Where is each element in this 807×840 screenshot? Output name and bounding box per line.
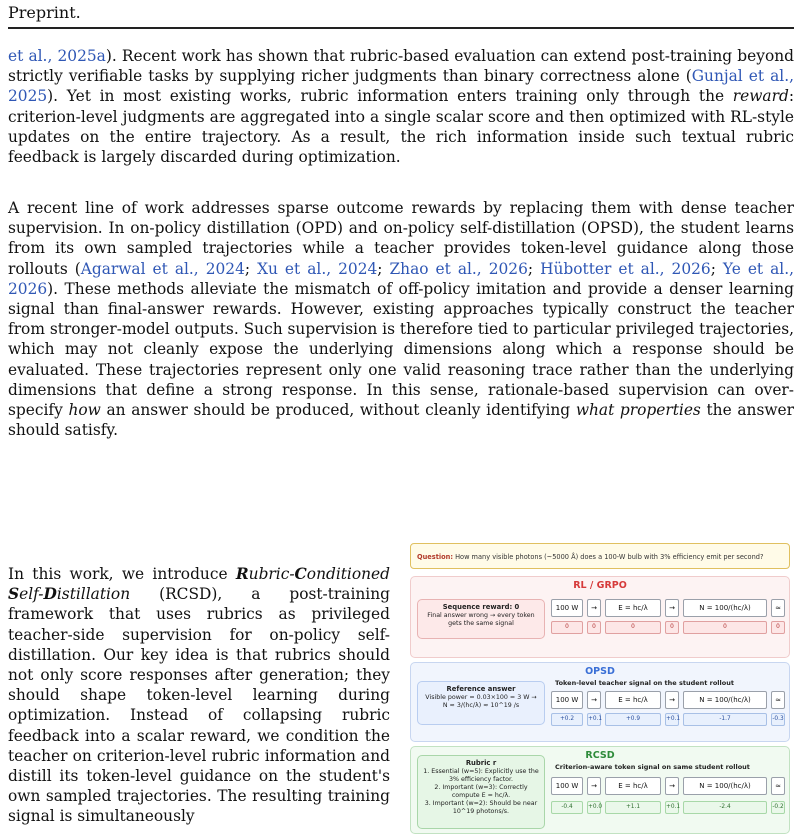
token: ≈	[771, 777, 785, 795]
opsd-panel	[410, 662, 790, 742]
rl-title: RL / GRPO	[573, 580, 627, 591]
citation[interactable]: Hübotter et al., 2026	[540, 259, 711, 278]
token: N = 100/(hc/λ)	[683, 691, 767, 709]
rcsd-rubric-box: Rubric r 1. Essential (w=5): Explicitly use the 3% efficiency factor. 2. Important (w=3): Correctly compute E = hc/λ. 3. Important (w=2): Should be near 10^19 photons/s.	[417, 755, 545, 829]
token: E = hc/λ	[605, 691, 661, 709]
token-score: +0.9	[605, 713, 661, 726]
token-score: +0.1	[665, 801, 679, 814]
rcsd-title: RCSD	[585, 750, 615, 761]
header-rule	[8, 27, 794, 29]
token-score: -1.7	[683, 713, 767, 726]
opsd-title: OPSD	[585, 666, 615, 677]
citation[interactable]: Xu et al., 2024	[257, 259, 378, 278]
token-score: -0.4	[551, 801, 583, 814]
token: N = 100/(hc/λ)	[683, 777, 767, 795]
token: 100 W	[551, 777, 583, 795]
token-score: 0	[665, 621, 679, 634]
question-box: Question: How many visible photons (~5000 Å) does a 100-W bulb with 3% efficiency emit per second?	[410, 543, 790, 569]
token-score: +1.1	[605, 801, 661, 814]
token: →	[665, 777, 679, 795]
token-score: +0.0	[587, 801, 601, 814]
token-score: -0.3	[771, 713, 785, 726]
token: →	[587, 599, 601, 617]
citation[interactable]: Agarwal et al., 2024	[80, 259, 245, 278]
method-figure	[404, 541, 796, 837]
citation[interactable]: Gunjal et al., 2025	[8, 67, 794, 106]
token-score: -0.2	[771, 801, 785, 814]
token-score: 0	[587, 621, 601, 634]
paragraph-1: et al., 2025a). Recent work has shown that rubric-based evaluation can extend post-training beyond strictly verifiable tasks by supplying richer judgments than binary correctness alone (Gunjal et al., 2025). Yet in most existing works, rubric information enters training only through the reward: criterion-level judgments are aggregated into a single scalar score and then optimized with RL-style updates on the entire trajectory. As a result, the rich information inside such textual rubric feedback is largely discarded during optimization.	[8, 47, 794, 167]
token-score: 0	[771, 621, 785, 634]
paragraph-3: In this work, we introduce Rubric-Conditioned Self-Distillation (RCSD), a post-training framework that uses rubrics as privileged teacher-side supervision for on-policy self-distillation. Our key idea is that rubrics should not only score responses after generation; they should shape token-level learning during optimization. Instead of collapsing rubric feedback into a scalar reward, we condition the teacher on criterion-level rubric information and distill its token-level guidance on the student's own sampled trajectories. The resulting training signal is simultaneously	[8, 565, 390, 826]
token: →	[587, 691, 601, 709]
rl-panel	[410, 576, 790, 658]
token: E = hc/λ	[605, 599, 661, 617]
token: →	[665, 599, 679, 617]
token: →	[587, 777, 601, 795]
token: ≈	[771, 691, 785, 709]
opsd-subtitle: Token-level teacher signal on the student rollout	[555, 679, 734, 687]
citation[interactable]: et al., 2025a	[8, 47, 106, 65]
token: →	[665, 691, 679, 709]
token-score: +0.2	[551, 713, 583, 726]
token-score: +0.1	[665, 713, 679, 726]
token-score: -2.4	[683, 801, 767, 814]
token: ≈	[771, 599, 785, 617]
token-score: 0	[551, 621, 583, 634]
token: 100 W	[551, 599, 583, 617]
running-header: Preprint.	[8, 3, 81, 22]
token: N = 100/(hc/λ)	[683, 599, 767, 617]
token-score: 0	[683, 621, 767, 634]
rcsd-panel	[410, 746, 790, 834]
opsd-reference-box: Reference answer Visible power = 0.03×100 = 3 W → N ≈ 3/(hc/λ) ≈ 10^19 /s	[417, 681, 545, 725]
token: E = hc/λ	[605, 777, 661, 795]
paragraph-2: A recent line of work addresses sparse outcome rewards by replacing them with dense teacher supervision. In on-policy distillation (OPD) and on-policy self-distillation (OPSD), the student learns from its own sampled trajectories while a teacher provides token-level guidance along those rollouts (Agarwal et al., 2024; Xu et al., 2024; Zhao et al., 2026; Hübotter et al., 2026; Ye et al., 2026). These methods alleviate the mismatch of off-policy imitation and provide a denser learning signal than final-answer rewards. However, existing approaches typically construct the teacher from stronger-model outputs. Such supervision is therefore tied to particular privileged trajectories, which may not cleanly expose the underlying dimensions along which a response should be evaluated. These trajectories represent only one valid reasoning trace rather than the underlying dimensions that define a strong response. In this sense, rationale-based supervision can over-specify how an answer should be produced, without cleanly identifying what properties the answer should satisfy.	[8, 199, 794, 440]
rcsd-subtitle: Criterion-aware token signal on same student rollout	[555, 763, 750, 771]
citation[interactable]: Zhao et al., 2026	[389, 259, 528, 278]
token-score: 0	[605, 621, 661, 634]
token: 100 W	[551, 691, 583, 709]
citation[interactable]: Ye et al., 2026	[8, 259, 794, 298]
rl-reward-box: Sequence reward: 0 Final answer wrong → every token gets the same signal	[417, 599, 545, 639]
token-score: +0.1	[587, 713, 601, 726]
